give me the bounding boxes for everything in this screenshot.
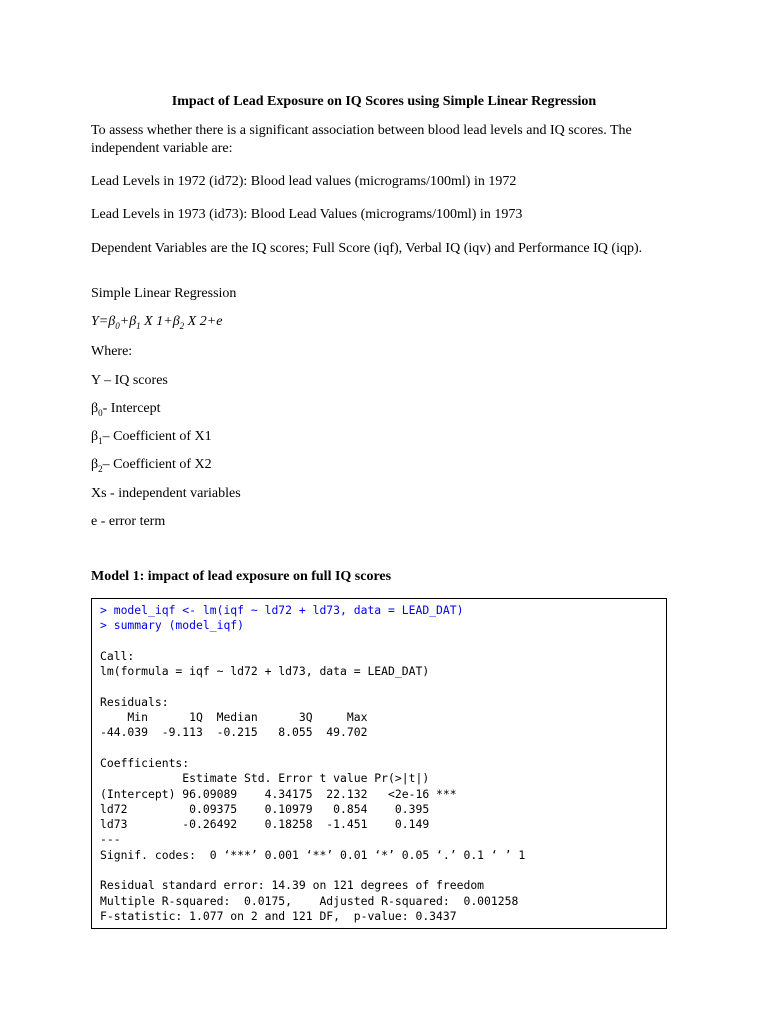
method-label: Simple Linear Regression xyxy=(91,286,237,301)
console-output-line: Estimate Std. Error t value Pr(>|t|) xyxy=(100,771,457,786)
console-output-line: ld73 -0.26492 0.18258 -1.451 0.149 xyxy=(100,817,457,832)
console-output-line: Residuals: xyxy=(100,694,169,709)
def-beta0-text: - Intercept xyxy=(102,401,161,416)
def-beta2 xyxy=(91,456,681,478)
eq-plus-3: + xyxy=(206,314,217,329)
console-output-line: --- xyxy=(100,832,121,847)
eq-beta2: β xyxy=(172,314,180,329)
def-y: Y – IQ scores xyxy=(91,373,168,388)
def-beta1 xyxy=(91,428,681,450)
eq-plus-1: + xyxy=(119,314,130,329)
console-output-line: Call: xyxy=(100,648,135,663)
dependent-variables: Dependent Variables are the IQ scores; Full Score (iqf), Verbal IQ (iqv) and Performance IQ (iqp). xyxy=(91,241,643,256)
def-beta2-sub: 2 xyxy=(98,463,103,474)
eq-beta1-sub: 1 xyxy=(136,320,141,331)
def-beta1-sub: 1 xyxy=(98,435,103,446)
console-output-line: Multiple R-squared: 0.0175, Adjusted R-squared: 0.001258 xyxy=(100,893,526,908)
eq-beta2-sub: 2 xyxy=(179,320,185,331)
eq-x2: X 2 xyxy=(187,314,207,329)
def-error: e - error term xyxy=(91,514,166,529)
def-beta1-symbol: β xyxy=(91,429,99,444)
eq-equals: = xyxy=(98,314,109,329)
console-output-line xyxy=(100,634,666,649)
def-xs: Xs - independent variables xyxy=(91,486,241,501)
eq-beta1: β xyxy=(129,314,137,329)
console-output-line xyxy=(100,741,666,756)
eq-beta0: β xyxy=(108,314,116,329)
def-beta0 xyxy=(91,400,681,422)
console-output-line: Coefficients: xyxy=(100,755,190,770)
intro-paragraph: To assess whether there is a significant association between blood lead levels and IQ scores. The independent variable are: xyxy=(91,123,632,156)
console-output-line: lm(formula = iqf ~ ld72 + ld73, data = LEAD_DAT) xyxy=(100,664,430,679)
variable-1972: Lead Levels in 1972 (id72): Blood lead values (micrograms/100ml) in 1972 xyxy=(91,174,517,189)
regression-equation xyxy=(91,313,681,335)
def-beta1-text: – Coefficient of X1 xyxy=(102,429,212,444)
console-output-line: (Intercept) 96.09089 4.34175 22.132 <2e-16 *** xyxy=(100,786,457,801)
eq-lhs: Y xyxy=(91,314,99,329)
console-output-line: Residual standard error: 14.39 on 121 degrees of freedom xyxy=(100,878,485,893)
model-heading: Model 1: impact of lead exposure on full IQ scores xyxy=(91,569,392,584)
def-beta2-symbol: β xyxy=(91,457,99,472)
console-output-line: Signif. codes: 0 ‘***’ 0.001 ‘**’ 0.01 ‘*’ 0.05 ‘.’ 0.1 ‘ ’ 1 xyxy=(100,847,526,862)
console-output-line: ld72 0.09375 0.10979 0.854 0.395 xyxy=(100,801,457,816)
r-console-output xyxy=(91,598,667,929)
console-output-line: Min 1Q Median 3Q Max xyxy=(100,710,375,725)
variable-1973: Lead Levels in 1973 (id73): Blood Lead Values (micrograms/100ml) in 1973 xyxy=(91,207,523,222)
console-output-line: -44.039 -9.113 -0.215 8.055 49.702 xyxy=(100,725,375,740)
def-beta0-sub: 0 xyxy=(98,407,103,418)
eq-x1: X 1 xyxy=(144,314,164,329)
console-output-line xyxy=(100,679,666,694)
eq-beta0-sub: 0 xyxy=(115,320,120,331)
console-command-line: > summary (model_iqf) xyxy=(100,618,245,633)
console-output-line xyxy=(100,863,666,878)
console-command-line: > model_iqf <- lm(iqf ~ ld72 + ld73, data = LEAD_DAT) xyxy=(100,603,464,617)
where-label: Where: xyxy=(91,344,133,359)
def-beta0-symbol: β xyxy=(91,401,99,416)
page-title: Impact of Lead Exposure on IQ Scores using Simple Linear Regression xyxy=(171,94,597,109)
eq-plus-2: + xyxy=(163,314,173,329)
eq-error: e xyxy=(216,314,223,329)
console-output-line: F-statistic: 1.077 on 2 and 121 DF, p-value: 0.3437 xyxy=(100,908,457,923)
def-beta2-text: – Coefficient of X2 xyxy=(102,457,212,472)
